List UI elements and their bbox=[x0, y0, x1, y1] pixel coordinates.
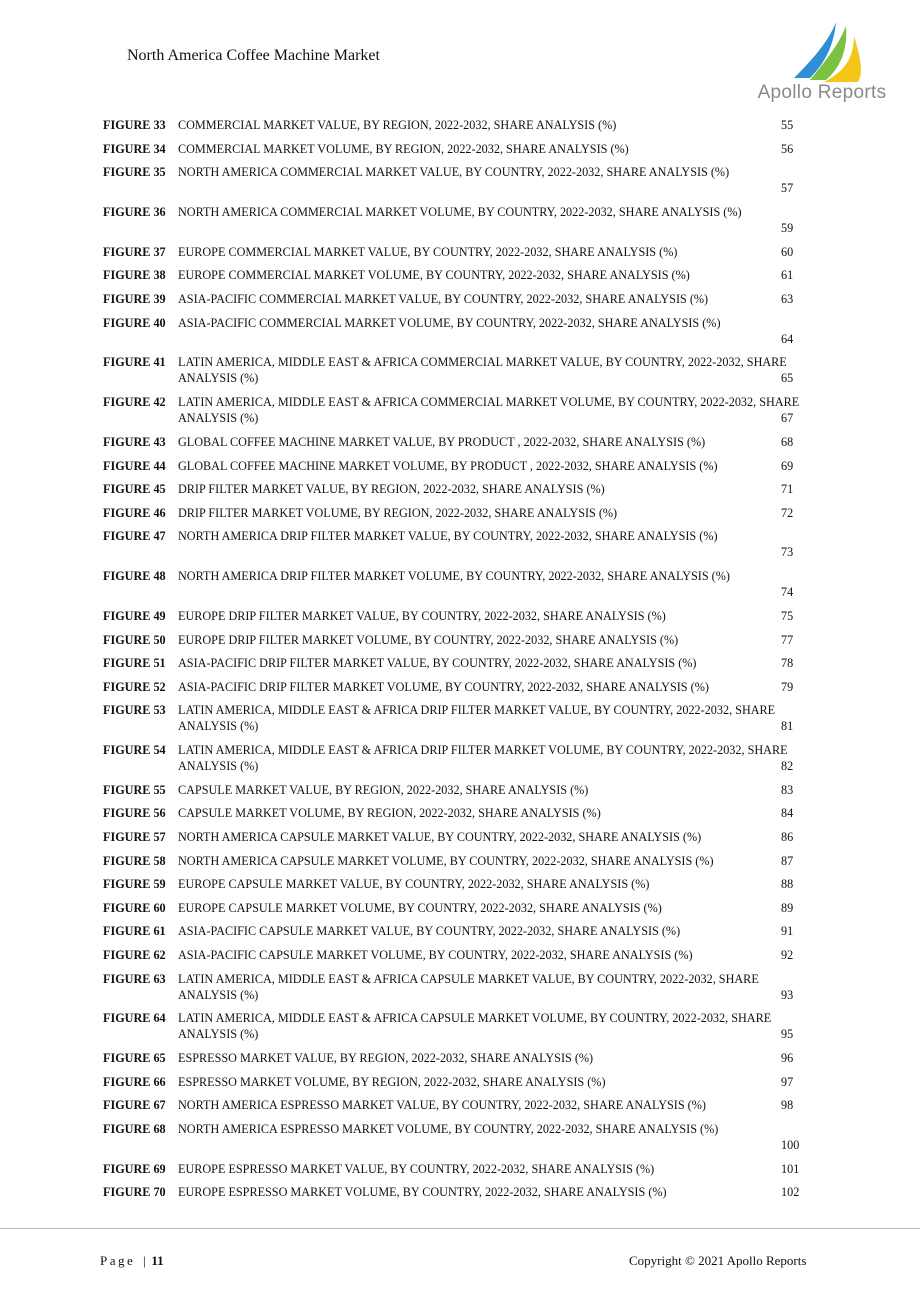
toc-figure-label: FIGURE 57 bbox=[103, 830, 166, 845]
toc-figure-title: LATIN AMERICA, MIDDLE EAST & AFRICA COMMERCIAL MARKET VALUE, BY COUNTRY, 2022-2032, SHARE ANALYSIS (%) bbox=[178, 355, 787, 386]
toc-page-number: 71 bbox=[781, 482, 794, 497]
toc-figure-title: DRIP FILTER MARKET VALUE, BY REGION, 2022-2032, SHARE ANALYSIS (%) bbox=[178, 482, 605, 497]
toc-entry[interactable] bbox=[103, 503, 823, 527]
toc-figure-title: LATIN AMERICA, MIDDLE EAST & AFRICA CAPSULE MARKET VOLUME, BY COUNTRY, 2022-2032, SHARE ANALYSIS (%) bbox=[178, 1011, 772, 1042]
toc-figure-label: FIGURE 43 bbox=[103, 434, 166, 449]
toc-entry[interactable] bbox=[103, 1048, 823, 1072]
toc-entry[interactable] bbox=[103, 827, 823, 851]
toc-entry[interactable] bbox=[103, 1095, 823, 1119]
toc-page-number: 84 bbox=[781, 806, 794, 821]
toc-entry[interactable] bbox=[103, 803, 823, 827]
toc-entry[interactable] bbox=[103, 606, 823, 630]
toc-figure-label: FIGURE 51 bbox=[103, 656, 166, 671]
toc-entry[interactable] bbox=[103, 700, 823, 740]
toc-figure-title: NORTH AMERICA CAPSULE MARKET VOLUME, BY COUNTRY, 2022-2032, SHARE ANALYSIS (%) bbox=[178, 853, 714, 868]
toc-entry[interactable] bbox=[103, 740, 823, 780]
toc-figure-label: FIGURE 50 bbox=[103, 632, 166, 647]
toc-page-number: 82 bbox=[781, 759, 794, 774]
toc-figure-title: EUROPE COMMERCIAL MARKET VOLUME, BY COUNTRY, 2022-2032, SHARE ANALYSIS (%) bbox=[178, 268, 690, 283]
toc-figure-title: ASIA-PACIFIC DRIP FILTER MARKET VALUE, BY COUNTRY, 2022-2032, SHARE ANALYSIS (%) bbox=[178, 656, 697, 671]
toc-figure-title: ASIA-PACIFIC DRIP FILTER MARKET VOLUME, BY COUNTRY, 2022-2032, SHARE ANALYSIS (%) bbox=[178, 679, 709, 694]
toc-figure-title: ASIA-PACIFIC CAPSULE MARKET VOLUME, BY COUNTRY, 2022-2032, SHARE ANALYSIS (%) bbox=[178, 948, 693, 963]
toc-figure-label: FIGURE 41 bbox=[103, 355, 166, 370]
toc-figure-title: COMMERCIAL MARKET VOLUME, BY REGION, 2022-2032, SHARE ANALYSIS (%) bbox=[178, 141, 629, 156]
toc-figure-label: FIGURE 66 bbox=[103, 1074, 166, 1089]
toc-figure-title: EUROPE CAPSULE MARKET VALUE, BY COUNTRY, 2022-2032, SHARE ANALYSIS (%) bbox=[178, 877, 650, 892]
toc-figure-label: FIGURE 46 bbox=[103, 505, 166, 520]
toc-figure-label: FIGURE 56 bbox=[103, 806, 166, 821]
toc-page-number: 72 bbox=[781, 505, 794, 520]
toc-figure-title: EUROPE COMMERCIAL MARKET VALUE, BY COUNTRY, 2022-2032, SHARE ANALYSIS (%) bbox=[178, 244, 678, 259]
toc-figure-label: FIGURE 44 bbox=[103, 458, 166, 473]
toc-entry[interactable] bbox=[103, 1008, 823, 1048]
footer-copyright: Copyright © 2021 Apollo Reports bbox=[629, 1253, 807, 1268]
toc-page-number: 96 bbox=[781, 1051, 794, 1066]
toc-page-number: 75 bbox=[781, 608, 794, 623]
toc-page-number: 69 bbox=[781, 458, 794, 473]
toc-figure-title: NORTH AMERICA COMMERCIAL MARKET VALUE, BY COUNTRY, 2022-2032, SHARE ANALYSIS (%) bbox=[178, 165, 730, 180]
toc-page-number: 73 bbox=[781, 545, 794, 560]
footer-divider bbox=[0, 1228, 920, 1229]
toc-page-number: 64 bbox=[781, 331, 794, 346]
toc-entry[interactable] bbox=[103, 945, 823, 969]
toc-page-number: 83 bbox=[781, 782, 794, 797]
toc-figure-label: FIGURE 58 bbox=[103, 853, 166, 868]
toc-entry[interactable] bbox=[103, 677, 823, 701]
toc-entry[interactable] bbox=[103, 432, 823, 456]
toc-entry[interactable] bbox=[103, 630, 823, 654]
toc-page-number: 68 bbox=[781, 434, 794, 449]
toc-figure-label: FIGURE 61 bbox=[103, 924, 166, 939]
toc-page-number: 61 bbox=[781, 268, 794, 283]
toc-entry[interactable] bbox=[103, 898, 823, 922]
toc-page-number: 55 bbox=[781, 118, 794, 132]
toc-page-number: 79 bbox=[781, 679, 794, 694]
toc-figure-title: COMMERCIAL MARKET VALUE, BY REGION, 2022-2032, SHARE ANALYSIS (%) bbox=[178, 118, 617, 132]
toc-page-number: 78 bbox=[781, 656, 794, 671]
toc-page-number: 59 bbox=[781, 220, 794, 235]
toc-entry[interactable] bbox=[103, 479, 823, 503]
toc-entry[interactable] bbox=[103, 851, 823, 875]
toc-entry[interactable] bbox=[103, 566, 823, 606]
toc-figure-label: FIGURE 52 bbox=[103, 679, 166, 694]
toc-entry[interactable] bbox=[103, 653, 823, 677]
toc-page-number: 102 bbox=[781, 1185, 800, 1200]
toc-page-number: 86 bbox=[781, 830, 794, 845]
toc-page-number: 93 bbox=[781, 987, 794, 1002]
footer-separator: | bbox=[143, 1253, 146, 1268]
toc-figure-label: FIGURE 42 bbox=[103, 395, 166, 410]
toc-figure-label: FIGURE 48 bbox=[103, 569, 166, 584]
footer-page-number: 11 bbox=[151, 1253, 164, 1268]
toc-figure-title: NORTH AMERICA DRIP FILTER MARKET VALUE, BY COUNTRY, 2022-2032, SHARE ANALYSIS (%) bbox=[178, 529, 718, 544]
toc-entry[interactable] bbox=[103, 1072, 823, 1096]
toc-page-number: 67 bbox=[781, 411, 794, 426]
toc-figure-label: FIGURE 69 bbox=[103, 1161, 166, 1176]
toc-figure-title: ASIA-PACIFIC CAPSULE MARKET VALUE, BY COUNTRY, 2022-2032, SHARE ANALYSIS (%) bbox=[178, 924, 681, 939]
toc-figure-title: EUROPE DRIP FILTER MARKET VALUE, BY COUNTRY, 2022-2032, SHARE ANALYSIS (%) bbox=[178, 608, 666, 623]
toc-figure-label: FIGURE 62 bbox=[103, 948, 166, 963]
toc-entry[interactable] bbox=[103, 115, 823, 139]
toc-figure-label: FIGURE 65 bbox=[103, 1051, 166, 1066]
toc-page-number: 57 bbox=[781, 181, 794, 196]
toc-figure-label: FIGURE 47 bbox=[103, 529, 166, 544]
toc-figure-title: ASIA-PACIFIC COMMERCIAL MARKET VOLUME, BY COUNTRY, 2022-2032, SHARE ANALYSIS (%) bbox=[178, 315, 721, 330]
toc-figure-title: DRIP FILTER MARKET VOLUME, BY REGION, 2022-2032, SHARE ANALYSIS (%) bbox=[178, 505, 618, 520]
toc-page-number: 91 bbox=[781, 924, 794, 939]
toc-figure-title: ASIA-PACIFIC COMMERCIAL MARKET VALUE, BY COUNTRY, 2022-2032, SHARE ANALYSIS (%) bbox=[178, 291, 709, 306]
toc-figure-label: FIGURE 37 bbox=[103, 244, 166, 259]
toc-figure-title: CAPSULE MARKET VALUE, BY REGION, 2022-2032, SHARE ANALYSIS (%) bbox=[178, 782, 589, 797]
toc-page-number: 77 bbox=[781, 632, 794, 647]
toc-page-number: 89 bbox=[781, 900, 794, 915]
toc-figure-label: FIGURE 49 bbox=[103, 608, 166, 623]
toc-page-number: 101 bbox=[781, 1161, 800, 1176]
toc-page-number: 56 bbox=[781, 141, 794, 156]
toc-figure-label: FIGURE 63 bbox=[103, 971, 166, 986]
toc-figure-label: FIGURE 59 bbox=[103, 877, 166, 892]
toc-page-number: 63 bbox=[781, 291, 794, 306]
toc-figure-title: NORTH AMERICA DRIP FILTER MARKET VOLUME, BY COUNTRY, 2022-2032, SHARE ANALYSIS (%) bbox=[178, 569, 730, 584]
toc-figure-title: LATIN AMERICA, MIDDLE EAST & AFRICA DRIP FILTER MARKET VOLUME, BY COUNTRY, 2022-2032, SHARE ANALYSIS (%) bbox=[178, 743, 788, 774]
toc-entry[interactable] bbox=[103, 289, 823, 313]
toc-figure-title: NORTH AMERICA ESPRESSO MARKET VALUE, BY COUNTRY, 2022-2032, SHARE ANALYSIS (%) bbox=[178, 1098, 706, 1113]
apollo-logo-icon bbox=[752, 16, 892, 86]
toc-entry[interactable] bbox=[103, 1119, 823, 1159]
toc-figure-title: EUROPE ESPRESSO MARKET VALUE, BY COUNTRY, 2022-2032, SHARE ANALYSIS (%) bbox=[178, 1161, 655, 1176]
document-header-title: North America Coffee Machine Market bbox=[127, 47, 380, 64]
toc-figure-title: LATIN AMERICA, MIDDLE EAST & AFRICA CAPSULE MARKET VALUE, BY COUNTRY, 2022-2032, SHARE ANALYSIS (%) bbox=[178, 971, 759, 1002]
toc-figure-title: NORTH AMERICA ESPRESSO MARKET VOLUME, BY COUNTRY, 2022-2032, SHARE ANALYSIS (%) bbox=[178, 1122, 719, 1137]
toc-entry[interactable] bbox=[103, 1159, 823, 1183]
toc-figure-label: FIGURE 36 bbox=[103, 204, 166, 219]
apollo-reports-logo bbox=[752, 16, 892, 108]
toc-entry[interactable] bbox=[103, 352, 823, 392]
toc-page-number: 87 bbox=[781, 853, 794, 868]
toc-page-number: 92 bbox=[781, 948, 794, 963]
footer-page-label: Page bbox=[100, 1253, 136, 1268]
table-of-figures bbox=[103, 115, 823, 1206]
toc-entry[interactable] bbox=[103, 139, 823, 163]
toc-entry[interactable] bbox=[103, 780, 823, 804]
toc-page-number: 60 bbox=[781, 244, 794, 259]
toc-figure-label: FIGURE 64 bbox=[103, 1011, 166, 1026]
toc-entry[interactable] bbox=[103, 1182, 823, 1206]
toc-figure-label: FIGURE 54 bbox=[103, 743, 166, 758]
toc-figure-label: FIGURE 40 bbox=[103, 315, 166, 330]
toc-entry[interactable] bbox=[103, 969, 823, 1009]
logo-wordmark: Apollo Reports bbox=[757, 82, 887, 103]
toc-figure-title: GLOBAL COFFEE MACHINE MARKET VOLUME, BY PRODUCT , 2022-2032, SHARE ANALYSIS (%) bbox=[178, 458, 718, 473]
toc-figure-title: ESPRESSO MARKET VOLUME, BY REGION, 2022-2032, SHARE ANALYSIS (%) bbox=[178, 1074, 606, 1089]
toc-figure-title: ESPRESSO MARKET VALUE, BY REGION, 2022-2032, SHARE ANALYSIS (%) bbox=[178, 1051, 594, 1066]
toc-page-number: 97 bbox=[781, 1074, 794, 1089]
toc-figure-label: FIGURE 38 bbox=[103, 268, 166, 283]
toc-entry[interactable] bbox=[103, 921, 823, 945]
toc-figure-label: FIGURE 60 bbox=[103, 900, 166, 915]
toc-figure-label: FIGURE 55 bbox=[103, 782, 166, 797]
toc-page-number: 65 bbox=[781, 371, 794, 386]
toc-figure-title: LATIN AMERICA, MIDDLE EAST & AFRICA DRIP FILTER MARKET VALUE, BY COUNTRY, 2022-2032, SHARE ANALYSIS (%) bbox=[178, 703, 776, 734]
toc-page-number: 88 bbox=[781, 877, 794, 892]
toc-figure-label: FIGURE 33 bbox=[103, 118, 166, 132]
toc-figure-title: GLOBAL COFFEE MACHINE MARKET VALUE, BY PRODUCT , 2022-2032, SHARE ANALYSIS (%) bbox=[178, 434, 706, 449]
toc-figure-title: NORTH AMERICA CAPSULE MARKET VALUE, BY COUNTRY, 2022-2032, SHARE ANALYSIS (%) bbox=[178, 830, 702, 845]
toc-entry[interactable] bbox=[103, 526, 823, 566]
toc-figure-label: FIGURE 39 bbox=[103, 291, 166, 306]
toc-page-number: 74 bbox=[781, 585, 794, 600]
toc-page-number: 81 bbox=[781, 719, 794, 734]
toc-entry[interactable] bbox=[103, 392, 823, 432]
toc-entry[interactable] bbox=[103, 162, 823, 202]
toc-figure-label: FIGURE 67 bbox=[103, 1098, 166, 1113]
toc-entry[interactable] bbox=[103, 456, 823, 480]
toc-figure-label: FIGURE 68 bbox=[103, 1122, 166, 1137]
toc-entry[interactable] bbox=[103, 874, 823, 898]
footer-page-indicator bbox=[100, 1253, 164, 1269]
toc-figure-label: FIGURE 45 bbox=[103, 482, 166, 497]
toc-figure-label: FIGURE 70 bbox=[103, 1185, 166, 1200]
toc-figure-title: EUROPE DRIP FILTER MARKET VOLUME, BY COUNTRY, 2022-2032, SHARE ANALYSIS (%) bbox=[178, 632, 679, 647]
toc-entry[interactable] bbox=[103, 313, 823, 353]
toc-page-number: 98 bbox=[781, 1098, 794, 1113]
toc-page-number: 100 bbox=[781, 1138, 800, 1153]
toc-figure-title: CAPSULE MARKET VOLUME, BY REGION, 2022-2032, SHARE ANALYSIS (%) bbox=[178, 806, 601, 821]
toc-figure-title: NORTH AMERICA COMMERCIAL MARKET VOLUME, BY COUNTRY, 2022-2032, SHARE ANALYSIS (%) bbox=[178, 204, 742, 219]
toc-entry[interactable] bbox=[103, 265, 823, 289]
toc-entry[interactable] bbox=[103, 242, 823, 266]
toc-figure-label: FIGURE 34 bbox=[103, 141, 166, 156]
toc-figure-label: FIGURE 53 bbox=[103, 703, 166, 718]
toc-figure-title: LATIN AMERICA, MIDDLE EAST & AFRICA COMMERCIAL MARKET VOLUME, BY COUNTRY, 2022-2032, SHARE ANALYSIS (%) bbox=[178, 395, 800, 426]
toc-figure-title: EUROPE ESPRESSO MARKET VOLUME, BY COUNTRY, 2022-2032, SHARE ANALYSIS (%) bbox=[178, 1185, 667, 1200]
toc-page-number: 95 bbox=[781, 1027, 794, 1042]
toc-entry[interactable] bbox=[103, 202, 823, 242]
toc-figure-title: EUROPE CAPSULE MARKET VOLUME, BY COUNTRY, 2022-2032, SHARE ANALYSIS (%) bbox=[178, 900, 662, 915]
toc-figure-label: FIGURE 35 bbox=[103, 165, 166, 180]
